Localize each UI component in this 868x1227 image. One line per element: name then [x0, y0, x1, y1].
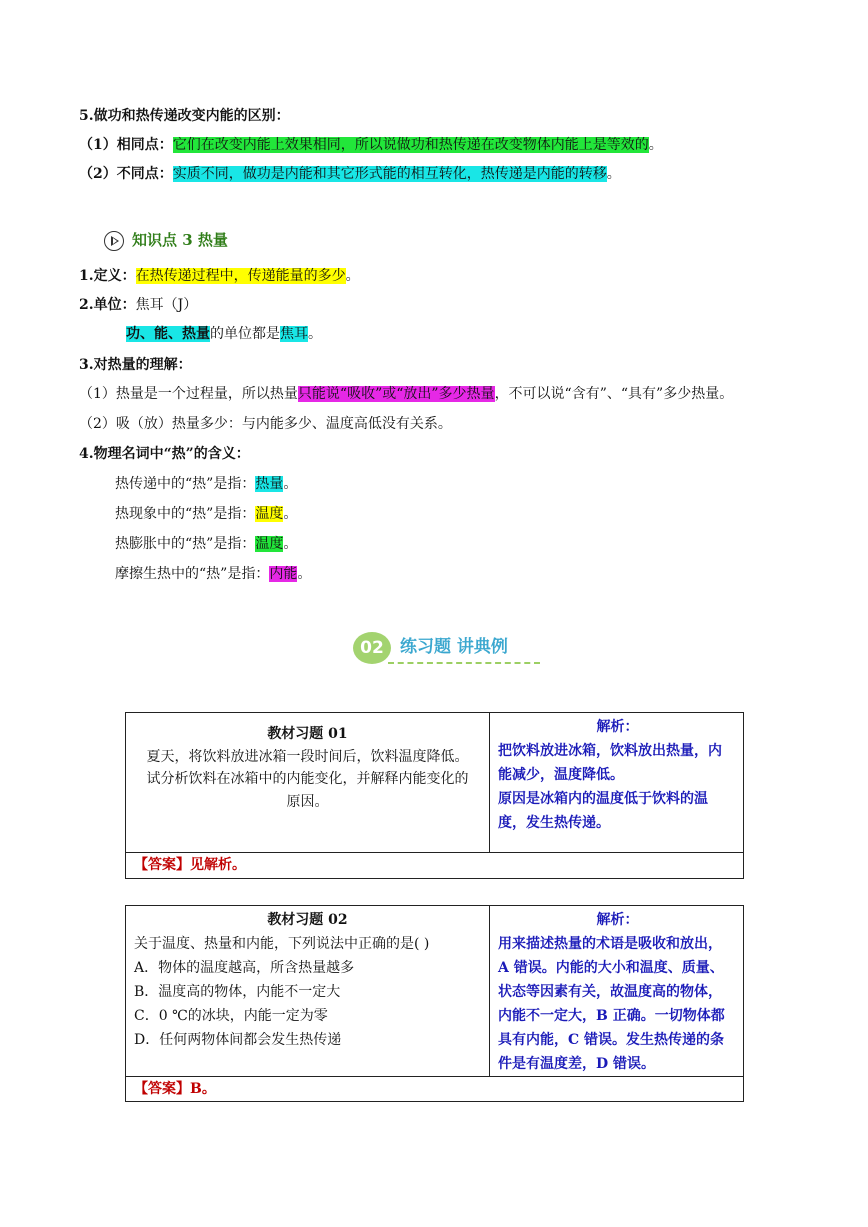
unit-note-highlight2: 焦耳	[280, 326, 308, 342]
section5-diff-row	[79, 164, 621, 184]
diff-label: （2）不同点：	[79, 166, 173, 182]
exercise-1-title: 教材习题 01	[267, 726, 348, 742]
section5-heading: 5.做功和热传递改变内能的区别：	[79, 108, 290, 124]
exercise-1-table	[125, 712, 744, 879]
exercise-1-line: 原因。	[286, 793, 329, 810]
def-text: 在热传递过程中，传递能量的多少	[135, 268, 346, 284]
section-number-badge: 02	[353, 632, 391, 664]
unit-note-mid: 的单位都是	[210, 326, 280, 342]
m3-highlight: 温度	[255, 536, 284, 552]
kp3-definition-row	[79, 266, 360, 286]
analysis-line: 用来描述热量的术语是吸收和放出，	[498, 936, 722, 952]
section5-same-row	[79, 135, 663, 155]
m4-end: 。	[297, 566, 312, 582]
analysis-line: 把饮料放进冰箱，饮料放出热量，内	[498, 743, 722, 759]
m2-pre: 热现象中的“热”是指：	[115, 506, 256, 522]
m1-end: 。	[283, 476, 298, 492]
same-end: 。	[648, 137, 663, 153]
analysis-line: 件是有温度差，D 错误。	[498, 1056, 656, 1072]
exercise-1-analysis-title: 解析：	[596, 719, 639, 735]
option-a: A．物体的温度越高，所含热量越多	[134, 960, 355, 976]
exercise-1-line: 夏天，将饮料放进冰箱一段时间后，饮料温度降低。	[146, 748, 469, 765]
kp3-meaning-heading: 4.物理名词中“热”的含义：	[79, 446, 250, 462]
analysis-line: A 错误。内能的大小和温度、质量、	[498, 960, 724, 976]
banner-underline	[388, 662, 540, 664]
option-b: B．温度高的物体，内能不一定大	[134, 984, 341, 1000]
meaning-row-2	[115, 504, 297, 524]
m1-highlight: 热量	[255, 476, 284, 492]
kp3-understand-heading: 3.对热量的理解：	[79, 357, 192, 373]
exercise-2-analysis-cell	[490, 906, 744, 1077]
option-d: D．任何两物体间都会发生热传递	[134, 1032, 342, 1048]
same-text: 它们在改变内能上效果相同，所以说做功和热传递在改变物体内能上是等效的	[172, 137, 649, 153]
m4-pre: 摩擦生热中的“热”是指：	[115, 566, 270, 582]
u1-pre: （1）热量是一个过程量，所以热量	[79, 386, 298, 402]
exercise-2-question: 关于温度、热量和内能，下列说法中正确的是( )	[134, 936, 430, 952]
def-label: 1.定义：	[79, 268, 136, 284]
m1-pre: 热传递中的“热”是指：	[115, 476, 256, 492]
kp3-title: 知识点 3 热量	[132, 231, 228, 249]
u1-highlight: 只能说“吸收”或“放出”多少热量	[297, 386, 495, 402]
unit-text: 焦耳（J）	[135, 297, 198, 313]
diff-text: 实质不同，做功是内能和其它形式能的相互转化，热传递是内能的转移	[172, 166, 607, 182]
exercise-2-title: 教材习题 02	[267, 912, 348, 928]
m2-highlight: 温度	[255, 506, 284, 522]
unit-note-highlight: 功、能、热量	[126, 326, 210, 342]
kp3-understand-1	[79, 384, 733, 404]
exercise-2-analysis-title: 解析：	[596, 912, 639, 928]
meaning-row-3	[115, 534, 297, 554]
exercise-1-analysis-cell	[490, 713, 744, 853]
option-c: C．0 ℃的冰块，内能一定为零	[134, 1008, 328, 1024]
m3-end: 。	[283, 536, 298, 552]
exercise-2-answer-cell	[126, 1077, 744, 1102]
analysis-line: 内能不一定大，B 正确。一切物体都	[498, 1008, 725, 1024]
exercise-1-line: 试分析饮料在冰箱中的内能变化，并解释内能变化的	[146, 771, 469, 787]
def-end: 。	[345, 268, 360, 284]
kp3-understand-2: （2）吸（放）热量多少：与内能多少、温度高低没有关系。	[79, 416, 452, 432]
analysis-line: 能减少，温度降低。	[498, 767, 624, 783]
analysis-line: 度，发生热传递。	[498, 815, 610, 831]
exercise-2-question-cell	[126, 906, 490, 1077]
analysis-line: 状态等因素有关，故温度高的物体，	[498, 984, 722, 1000]
m4-highlight: 内能	[269, 566, 298, 582]
unit-note-end: 。	[308, 326, 322, 342]
analysis-line: 具有内能，C 错误。发生热传递的条	[498, 1032, 725, 1048]
m2-end: 。	[283, 506, 298, 522]
u1-post: ，不可以说“含有”、“具有”多少热量。	[494, 386, 734, 402]
meaning-row-4	[115, 564, 311, 584]
exercise-2-table	[125, 905, 744, 1102]
m3-pre: 热膨胀中的“热”是指：	[115, 536, 256, 552]
play-circle-icon	[104, 231, 124, 251]
kp3-unit-row	[79, 295, 197, 315]
analysis-line: 原因是冰箱内的温度低于饮料的温	[498, 791, 708, 807]
exercise-1-question-cell	[126, 713, 490, 853]
meaning-row-1	[115, 474, 297, 494]
exercise-1-answer-cell	[126, 853, 744, 879]
same-label: （1）相同点：	[79, 137, 173, 153]
exercise-2-answer: 【答案】B。	[134, 1081, 216, 1097]
kp3-unit-note-row	[126, 324, 322, 344]
diff-end: 。	[606, 166, 621, 182]
section-banner-title: 练习题 讲典例	[400, 637, 508, 657]
unit-label: 2.单位：	[79, 297, 136, 313]
exercise-1-answer: 【答案】见解析。	[134, 857, 246, 873]
